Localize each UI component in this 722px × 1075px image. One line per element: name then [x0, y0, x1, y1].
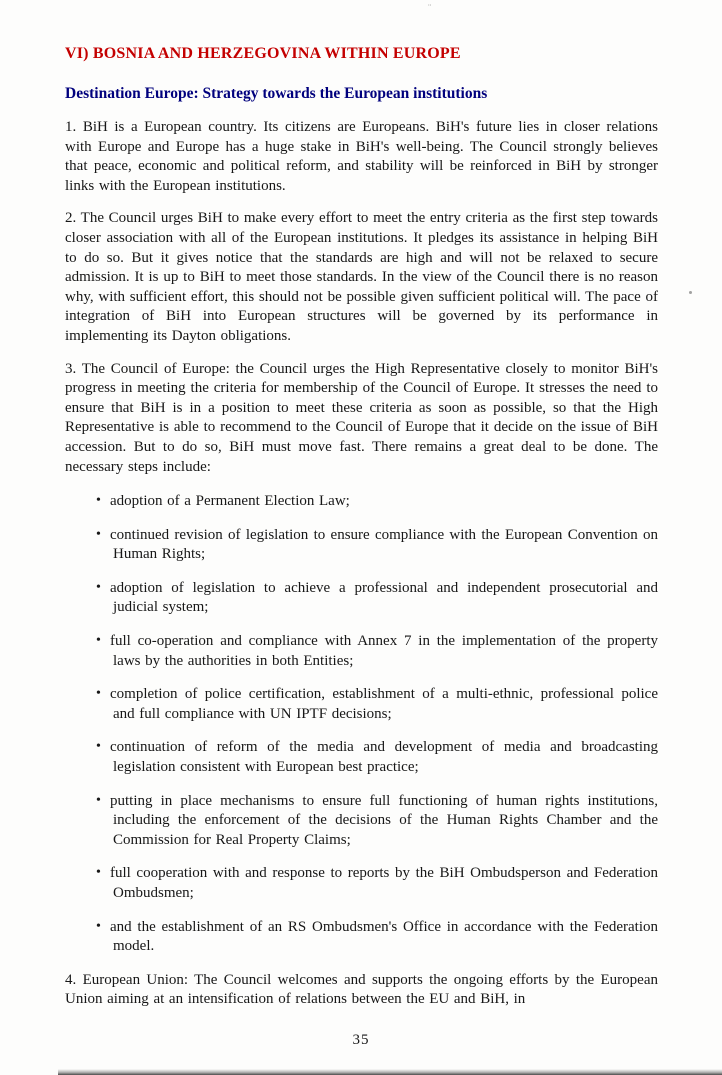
bullet-item-8: • full cooperation with and response to reports by the BiH Ombudsperson and Federation Ombudsmen;: [65, 864, 658, 903]
paragraph-1: 1. BiH is a European country. Its citizens are Europeans. BiH's future lies in closer relations with Europe and Europe has a huge stake in BiH's well-being. The Council strongly believes that peace, economic and political reform, and stability will be reinforced in BiH by stronger links with the European institutions.: [65, 119, 658, 194]
sub-heading: Destination Europe: Strategy towards the European institutions: [65, 85, 488, 102]
scan-artifact-dot: [689, 291, 692, 294]
bullet-list: [65, 492, 658, 957]
page-number: 35: [352, 1032, 370, 1048]
scan-artifact-top: ¨: [428, 3, 433, 14]
scan-artifact-bottom-edge: [58, 1069, 722, 1075]
section-heading: VI) BOSNIA AND HERZEGOVINA WITHIN EUROPE: [65, 45, 461, 62]
bullet-item-3: • adoption of legislation to achieve a professional and independent prosecutorial and judicial system;: [65, 579, 658, 618]
bullet-item-5: • completion of police certification, establishment of a multi-ethnic, professional police and full compliance with UN IPTF decisions;: [65, 685, 658, 724]
bullet-item-7: • putting in place mechanisms to ensure full functioning of human rights institutions, including the enforcement of the decisions of the Human Rights Chamber and the Commission for Real Property Claims;: [65, 792, 658, 851]
bullet-item-9: • and the establishment of an RS Ombudsmen's Office in accordance with the Federation model.: [65, 918, 658, 957]
bullet-item-1: • adoption of a Permanent Election Law;: [65, 492, 658, 512]
paragraph-2: 2. The Council urges BiH to make every effort to meet the entry criteria as the first step towards closer association with all of the European institutions. It pledges its assistance in helping BiH to do so. But it gives notice that the standards are high and will not be relaxed to secure admission. It is up to BiH to meet those standards. In the view of the Council there is no reason why, with sufficient effort, this should not be possible given sufficient political will. The pace of integration of BiH into European structures will be governed by its performance in implementing its Dayton obligations.: [65, 210, 658, 344]
bullet-item-6: • continuation of reform of the media and development of media and broadcasting legislation consistent with European best practice;: [65, 738, 658, 777]
paragraph-3: 3. The Council of Europe: the Council urges the High Representative closely to monitor BiH's progress in meeting the criteria for membership of the Council of Europe. It stresses the need to ensure that BiH is in a position to meet these criteria as soon as possible, so that the High Representative is able to recommend to the Council of Europe that it decide on the issue of BiH accession. But to do so, BiH must move fast. There remains a great deal to be done. The necessary steps include:: [65, 360, 658, 475]
paragraph-4: 4. European Union: The Council welcomes and supports the ongoing efforts by the European Union aiming at an intensification of relations between the EU and BiH, in: [65, 971, 658, 1008]
bullet-item-4: • full co-operation and compliance with Annex 7 in the implementation of the property laws by the authorities in both Entities;: [65, 632, 658, 671]
bullet-item-2: • continued revision of legislation to ensure compliance with the European Convention on Human Rights;: [65, 526, 658, 565]
